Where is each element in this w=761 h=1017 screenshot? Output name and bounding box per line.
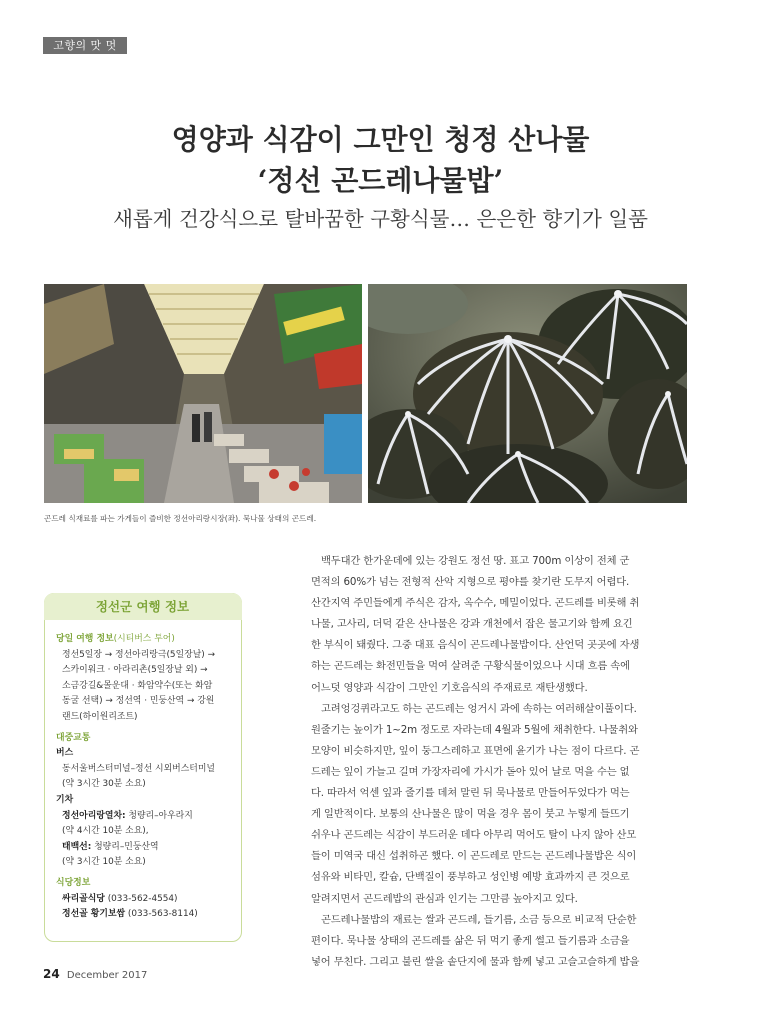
- body-line: 모양이 비슷하지만, 잎이 둥그스레하고 표면에 윤기가 나는 점이 다르다. 곤: [311, 744, 640, 757]
- photo-caption: 곤드레 식재료를 파는 가게들이 즐비한 정선아리랑시장(좌). 묵나물 상태의 곤드레.: [44, 514, 317, 523]
- body-line: 들이 미역국 대신 섭취하곤 했다. 이 곤드레로 만드는 곤드레나물밥은 식이: [311, 850, 637, 863]
- market-photo: [44, 284, 362, 503]
- article-subtitle: 새롭게 건강식으로 탈바꿈한 구황식물… 은은한 향기가 일품: [113, 207, 648, 231]
- page-number: 24: [43, 967, 60, 981]
- section-tag: 고향의 맛 멋: [43, 37, 127, 54]
- train2-name: 태백선:: [62, 841, 92, 852]
- bus-label: 버스: [56, 748, 74, 759]
- train-label: 기차: [56, 794, 74, 805]
- body-line: 백두대간 한가운데에 있는 강원도 정선 땅. 표고 700m 이상이 전체 군: [321, 555, 630, 567]
- body-line: 다. 따라서 억센 잎과 줄기를 데쳐 말린 뒤 묵나물로 만들어두었다가 먹는: [311, 787, 630, 800]
- transit-title: 대중교통: [56, 732, 91, 743]
- bus-time: (약 3시간 30분 소요): [62, 779, 146, 790]
- day-trip-line: 랜드(하이원리조트): [62, 711, 138, 722]
- body-line: 곤드레나물밥의 재료는 쌀과 곤드레, 들기름, 소금 등으로 비교적 단순한: [321, 913, 637, 926]
- day-trip-title: 당일 여행 정보: [56, 634, 114, 644]
- body-line: 한 부식이 돼줬다. 그중 대표 음식이 곤드레나물밥이다. 산언덕 곳곳에 자생: [311, 639, 640, 652]
- day-trip-note: (시티버스 투어): [113, 634, 175, 644]
- body-line: 산간지역 주민들에게 주식은 감자, 옥수수, 메밀이었다. 곤드레를 비롯해 취: [311, 597, 640, 610]
- info-box-title: 정선군 여행 정보: [44, 593, 242, 620]
- restaurant-name: 싸리골식당: [62, 893, 105, 904]
- body-line: 드레는 잎이 가늘고 길며 가장자리에 가시가 돋아 있어 날로 먹을 수는 없: [311, 765, 630, 778]
- train1-route: 청량리–아우라지: [125, 810, 193, 821]
- restaurant-name: 정선골 황기보쌈: [62, 909, 126, 920]
- article-title-line-1: 영양과 식감이 그만인 청정 산나물: [171, 123, 590, 156]
- train2-route: 청량리–민둥산역: [91, 841, 159, 852]
- day-trip-line: 정선5일장 → 정선아리랑극(5일장날) →: [62, 649, 216, 660]
- dried-gondre-photo: [368, 284, 687, 503]
- body-line: 나물, 고사리, 더덕 같은 산나물은 강과 개천에서 잡은 물고기와 함께 요긴: [311, 618, 633, 631]
- body-line: 원줄기는 높이가 1~2m 정도로 자라는데 4월과 5월에 채취한다. 나물취와: [311, 723, 638, 736]
- article-body: [311, 551, 687, 973]
- travel-info-box: [44, 593, 242, 942]
- article-title-line-2: ‘정선 곤드레나물밥’: [257, 164, 504, 197]
- body-line: 하는 곤드레는 화전민들을 먹여 살려준 구황식물이었으나 시대 흐름 속에: [311, 660, 630, 673]
- body-line: 어느덧 영양과 식감이 그만인 기호음식의 주재료로 재탄생했다.: [311, 681, 588, 694]
- day-trip-line: 소금강길&몰운대 · 화암약수(또는 화암: [62, 680, 213, 691]
- body-line: 고려엉겅퀴라고도 하는 곤드레는 엉거시 과에 속하는 여러해살이풀이다.: [321, 702, 637, 715]
- body-line: 면적의 60%가 넘는 전형적 산악 지형으로 평야를 찾기란 도무지 어렵다.: [311, 576, 630, 589]
- train1-name: 정선아리랑열차:: [62, 810, 126, 821]
- train2-time: (약 3시간 10분 소요): [62, 857, 146, 868]
- body-line: 섬유와 비타민, 칼슘, 단백질이 풍부하고 성인병 예방 효과까지 큰 것으로: [311, 871, 630, 884]
- page-footer: [43, 967, 147, 981]
- issue-date: December 2017: [66, 970, 148, 981]
- bus-route: 동서울버스터미널–정선 시외버스터미널: [62, 763, 216, 774]
- day-trip-line: 동굴 선택) → 정선역 · 민둥산역 → 강원: [62, 696, 215, 707]
- body-line: 알려지면서 곤드레밥의 관심과 인기는 그만큼 높아지고 있다.: [311, 892, 578, 905]
- body-line: 넣어 무친다. 그리고 불린 쌀을 솥단지에 물과 함께 넣고 고슬고슬하게 밥을: [311, 955, 640, 968]
- info-box-body: [56, 632, 234, 923]
- body-line: 쉬우나 곤드레는 식감이 부드러운 데다 아무리 먹어도 탈이 나지 않아 산모: [311, 829, 637, 842]
- body-line: 게 일반적이다. 보통의 산나물은 많이 먹을 경우 몸이 붓고 누렇게 들뜨기: [311, 808, 630, 821]
- body-line: 편이다. 묵나물 상태의 곤드레를 삶은 뒤 먹기 좋게 썰고 들기름과 소금을: [311, 934, 630, 947]
- restaurant-phone: (033-563-8114): [125, 909, 198, 920]
- food-title: 식당정보: [56, 877, 91, 888]
- train1-time: (약 4시간 10분 소요),: [62, 826, 149, 837]
- day-trip-line: 스카이워크 · 아라리촌(5일장날 외) →: [62, 665, 208, 676]
- restaurant-phone: (033-562-4554): [104, 893, 178, 904]
